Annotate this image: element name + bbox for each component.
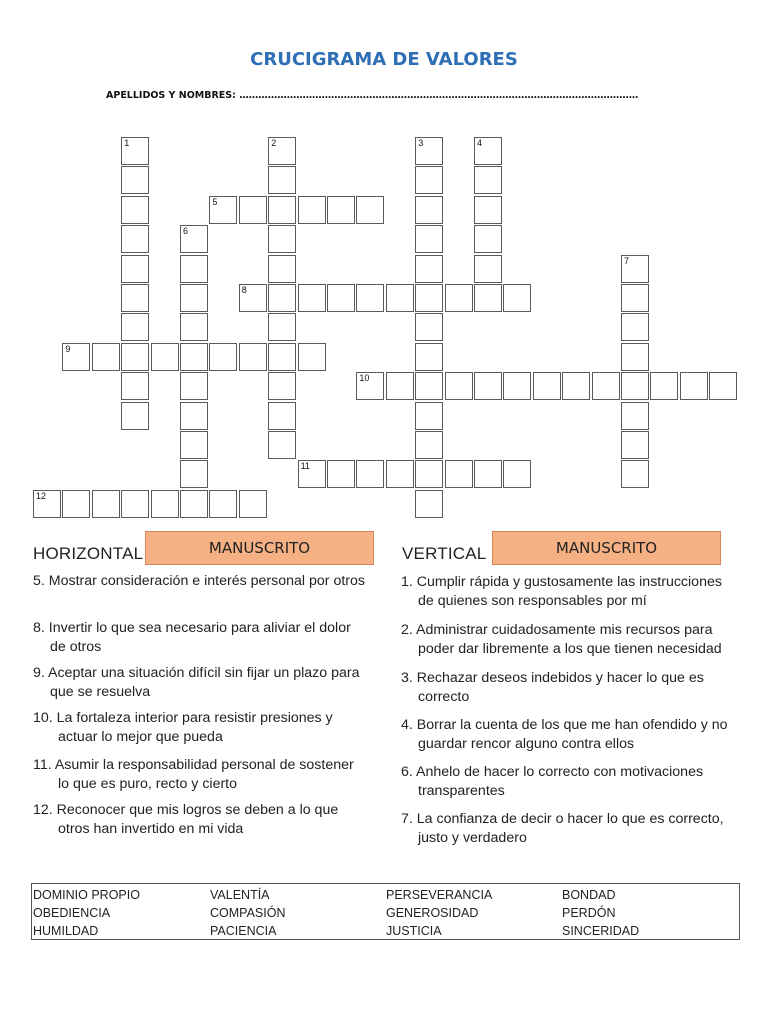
crossword-cell[interactable] — [33, 490, 61, 518]
crossword-cell[interactable] — [680, 372, 708, 400]
vertical-heading: VERTICAL — [402, 544, 487, 563]
crossword-cell[interactable] — [386, 372, 414, 400]
crossword-cell[interactable] — [239, 284, 267, 312]
crossword-cell[interactable] — [268, 372, 296, 400]
crossword-cell[interactable] — [239, 343, 267, 371]
clue-down-1: 1. Cumplir rápida y gustosamente las instrucciones de quienes son responsables por mí — [401, 574, 722, 609]
clue-number: 12 — [36, 490, 47, 501]
crossword-cell[interactable] — [474, 137, 502, 165]
clue-number: 2 — [271, 138, 277, 148]
crossword-cell[interactable] — [592, 372, 620, 400]
crossword-cell[interactable] — [180, 460, 208, 488]
crossword-cell[interactable] — [474, 284, 502, 312]
crossword-cell[interactable] — [92, 490, 120, 518]
clue-across-5: 5. Mostrar consideración e interés personal por otros — [33, 573, 365, 589]
crossword-cell[interactable] — [180, 284, 208, 312]
crossword-cell[interactable] — [121, 372, 149, 400]
crossword-cell[interactable] — [356, 372, 384, 400]
clue-across-9: 9. Aceptar una situación difícil sin fijar un plazo para que se resuelva — [33, 665, 360, 700]
crossword-cell[interactable] — [415, 255, 443, 283]
crossword-cell[interactable] — [268, 284, 296, 312]
word-bank-column — [562, 886, 639, 940]
crossword-cell[interactable] — [298, 284, 326, 312]
crossword-cell[interactable] — [180, 343, 208, 371]
crossword-cell[interactable] — [268, 225, 296, 253]
clue-down-2: 2. Administrar cuidadosamente mis recursos para poder dar libremente a los que tienen necesidad — [401, 622, 722, 657]
crossword-cell[interactable] — [474, 460, 502, 488]
crossword-cell[interactable] — [474, 225, 502, 253]
word-bank-item: SINCERIDAD — [562, 924, 640, 938]
crossword-cell[interactable] — [621, 402, 649, 430]
clue-number: 6 — [183, 226, 189, 237]
word-bank-item: DOMINIO PROPIO — [33, 888, 140, 902]
crossword-cell[interactable] — [386, 284, 414, 312]
word-bank-item: PERDÓN — [562, 906, 616, 920]
clue-number: 5 — [212, 196, 218, 207]
clue-down-7: 7. La confianza de decir o hacer lo que es correcto, justo y verdadero — [401, 811, 724, 846]
crossword-cell[interactable] — [709, 372, 737, 400]
crossword-cell[interactable] — [298, 196, 326, 224]
crossword-cell[interactable] — [621, 431, 649, 459]
crossword-cell[interactable] — [386, 460, 414, 488]
crossword-cell[interactable] — [445, 284, 473, 312]
horizontal-clue-list — [33, 572, 383, 839]
crossword-cell[interactable] — [180, 225, 208, 253]
crossword-cell[interactable] — [92, 343, 120, 371]
word-bank-item: COMPASIÓN — [210, 906, 286, 920]
word-bank-column — [386, 886, 492, 940]
crossword-cell[interactable] — [209, 343, 237, 371]
crossword-cell[interactable] — [415, 402, 443, 430]
word-bank-column — [33, 886, 140, 940]
clue-across-12: 12. Reconocer que mis logros se deben a lo que otros han invertido en mi vida — [33, 802, 339, 837]
crossword-cell[interactable] — [621, 313, 649, 341]
clue-number: 1 — [124, 138, 130, 148]
crossword-cell[interactable] — [209, 196, 237, 224]
crossword-cell[interactable] — [415, 460, 443, 488]
crossword-cell[interactable] — [621, 255, 649, 283]
crossword-cell[interactable] — [180, 402, 208, 430]
crossword-cell[interactable] — [415, 284, 443, 312]
word-bank — [31, 883, 740, 940]
crossword-cell[interactable] — [474, 372, 502, 400]
crossword-cell[interactable] — [415, 166, 443, 194]
crossword-cell[interactable] — [503, 372, 531, 400]
crossword-cell[interactable] — [121, 255, 149, 283]
clue-number: 3 — [418, 138, 424, 148]
crossword-cell[interactable] — [445, 372, 473, 400]
crossword-cell[interactable] — [327, 196, 355, 224]
crossword-cell[interactable] — [180, 431, 208, 459]
crossword-cell[interactable] — [268, 343, 296, 371]
clue-across-8: 8. Invertir lo que sea necesario para aliviar el dolor de otros — [33, 620, 351, 655]
crossword-cell[interactable] — [327, 460, 355, 488]
page-title: CRUCIGRAMA DE VALORES — [250, 49, 518, 70]
crossword-cell[interactable] — [121, 490, 149, 518]
crossword-cell[interactable] — [121, 313, 149, 341]
word-bank-item: GENEROSIDAD — [386, 906, 479, 920]
clue-down-4: 4. Borrar la cuenta de los que me han ofendido y no guardar rencor alguno contra ellos — [401, 717, 728, 752]
horizontal-heading: HORIZONTAL — [33, 544, 144, 563]
crossword-cell[interactable] — [62, 343, 90, 371]
crossword-cell[interactable] — [151, 490, 179, 518]
crossword-cell[interactable] — [474, 255, 502, 283]
crossword-cell[interactable] — [121, 343, 149, 371]
crossword-cell[interactable] — [562, 372, 590, 400]
crossword-cell[interactable] — [650, 372, 678, 400]
name-field-label: APELLIDOS Y NOMBRES: ……………………………………………………………………………………………………………… — [106, 90, 639, 101]
word-bank-item: VALENTÍA — [210, 888, 270, 902]
crossword-cell[interactable] — [268, 402, 296, 430]
crossword-cell[interactable] — [268, 137, 296, 165]
crossword-cell[interactable] — [121, 225, 149, 253]
crossword-cell[interactable] — [415, 313, 443, 341]
crossword-cell[interactable] — [239, 490, 267, 518]
clue-number: 4 — [477, 138, 483, 148]
crossword-cell[interactable] — [533, 372, 561, 400]
vertical-manuscrito-badge: MANUSCRITO — [492, 531, 721, 565]
crossword-cell[interactable] — [180, 313, 208, 341]
clue-number: 11 — [300, 461, 310, 472]
crossword-cell[interactable] — [415, 431, 443, 459]
crossword-cell[interactable] — [415, 137, 443, 165]
word-bank-column — [210, 886, 285, 940]
crossword-cell[interactable] — [121, 284, 149, 312]
clue-across-10: 10. La fortaleza interior para resistir presiones y actuar lo mejor que pueda — [33, 710, 333, 745]
crossword-cell[interactable] — [445, 460, 473, 488]
crossword-cell[interactable] — [268, 431, 296, 459]
clue-down-6: 6. Anhelo de hacer lo correcto con motivaciones transparentes — [401, 764, 704, 799]
crossword-cell[interactable] — [268, 196, 296, 224]
crossword-cell[interactable] — [180, 490, 208, 518]
crossword-cell[interactable] — [415, 490, 443, 518]
crossword-cell[interactable] — [239, 196, 267, 224]
horizontal-manuscrito-badge: MANUSCRITO — [145, 531, 374, 565]
crossword-cell[interactable] — [268, 313, 296, 341]
clue-number: 9 — [65, 343, 71, 354]
clue-down-3: 3. Rechazar deseos indebidos y hacer lo que es correcto — [401, 670, 704, 705]
crossword-cell[interactable] — [474, 196, 502, 224]
clue-number: 8 — [241, 285, 247, 295]
crossword-cell[interactable] — [209, 490, 237, 518]
crossword-cell[interactable] — [621, 460, 649, 488]
clue-across-11: 11. Asumir la responsabilidad personal de sostener lo que es puro, recto y cierto — [33, 757, 354, 792]
crossword-cell[interactable] — [121, 196, 149, 224]
crossword-cell[interactable] — [356, 196, 384, 224]
word-bank-item: BONDAD — [562, 888, 616, 902]
crossword-cell[interactable] — [327, 284, 355, 312]
crossword-cell[interactable] — [121, 137, 149, 165]
crossword-cell[interactable] — [268, 166, 296, 194]
word-bank-item: PACIENCIA — [210, 924, 277, 938]
crossword-cell[interactable] — [121, 402, 149, 430]
crossword-cell[interactable] — [356, 460, 384, 488]
crossword-cell[interactable] — [180, 255, 208, 283]
clue-number: 10 — [359, 373, 370, 384]
word-bank-item: JUSTICIA — [386, 924, 442, 938]
crossword-cell[interactable] — [121, 166, 149, 194]
crossword-cell[interactable] — [180, 372, 208, 400]
crossword-cell[interactable] — [151, 343, 179, 371]
crossword-cell[interactable] — [503, 460, 531, 488]
crossword-cell[interactable] — [621, 284, 649, 312]
crossword-cell[interactable] — [268, 255, 296, 283]
clue-number: 7 — [624, 255, 630, 266]
crossword-cell[interactable] — [415, 372, 443, 400]
crossword-cell[interactable] — [415, 196, 443, 224]
word-bank-item: HUMILDAD — [33, 924, 99, 938]
crossword-cell[interactable] — [621, 343, 649, 371]
crossword-cell[interactable] — [62, 490, 90, 518]
word-bank-item: OBEDIENCIA — [33, 906, 111, 920]
crossword-cell[interactable] — [621, 372, 649, 400]
word-bank-item: PERSEVERANCIA — [386, 888, 493, 902]
crossword-cell[interactable] — [474, 166, 502, 194]
crossword-cell[interactable] — [415, 343, 443, 371]
vertical-clue-list — [401, 573, 746, 848]
crossword-cell[interactable] — [415, 225, 443, 253]
crossword-cell[interactable] — [356, 284, 384, 312]
crossword-cell[interactable] — [298, 460, 326, 488]
crossword-cell[interactable] — [298, 343, 326, 371]
crossword-cell[interactable] — [503, 284, 531, 312]
